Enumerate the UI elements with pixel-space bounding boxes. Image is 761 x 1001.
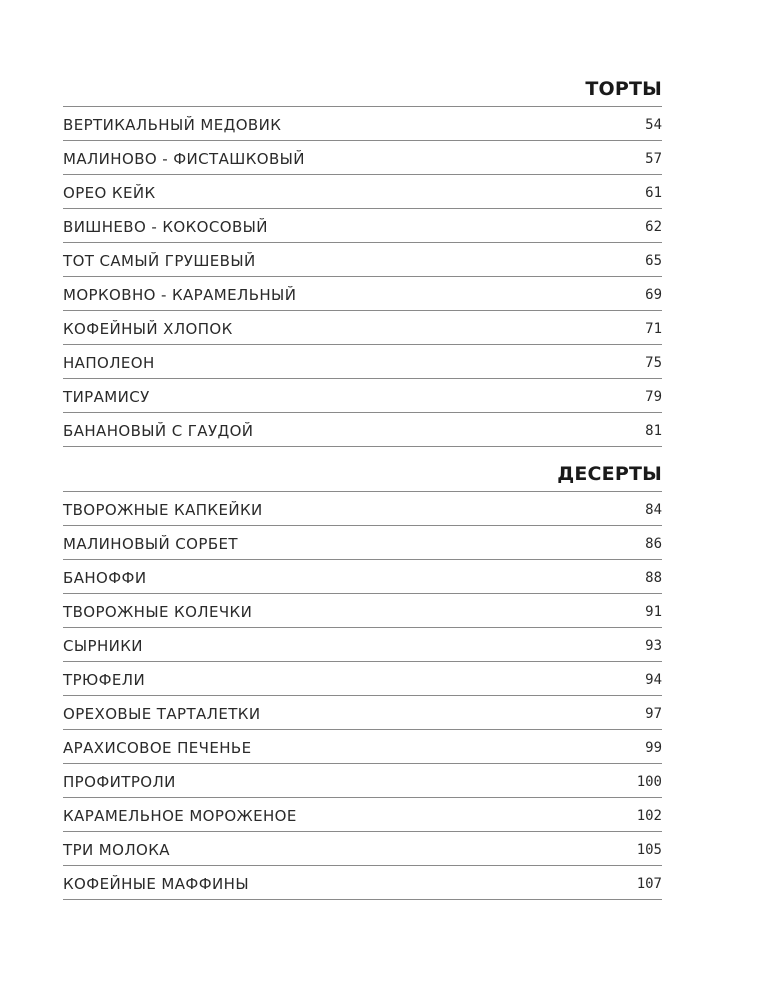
- toc-entry[interactable]: [63, 311, 662, 345]
- toc-entry[interactable]: [63, 492, 662, 526]
- toc-entry[interactable]: [63, 764, 662, 798]
- toc-entry-title: КОФЕЙНЫЕ МАФФИНЫ: [63, 874, 249, 893]
- toc-list: [63, 491, 662, 900]
- toc-entry-page: 79: [645, 388, 662, 405]
- toc-entry-page: 107: [636, 875, 662, 892]
- toc-entry-page: 93: [645, 637, 662, 654]
- toc-entry[interactable]: [63, 277, 662, 311]
- section-title: ДЕСЕРТЫ: [557, 463, 662, 485]
- toc-entry-page: 62: [645, 218, 662, 235]
- toc-entry[interactable]: [63, 107, 662, 141]
- toc-entry-page: 54: [645, 116, 662, 133]
- toc-entry-title: ПРОФИТРОЛИ: [63, 772, 176, 791]
- toc-entry-title: МОРКОВНО - КАРАМЕЛЬНЫЙ: [63, 285, 297, 304]
- toc-entry-title: ТРИ МОЛОКА: [63, 840, 170, 859]
- toc-entry-page: 102: [636, 807, 662, 824]
- toc-entry-page: 94: [645, 671, 662, 688]
- toc-entry[interactable]: [63, 696, 662, 730]
- toc-entry-title: АРАХИСОВОЕ ПЕЧЕНЬЕ: [63, 738, 252, 757]
- toc-entry[interactable]: [63, 209, 662, 243]
- toc-entry[interactable]: [63, 141, 662, 175]
- section-cakes: [63, 72, 662, 447]
- toc-entry-title: ТИРАМИСУ: [63, 387, 150, 406]
- toc-entry[interactable]: [63, 798, 662, 832]
- toc-entry-page: 88: [645, 569, 662, 586]
- toc-entry[interactable]: [63, 175, 662, 209]
- toc-entry-title: МАЛИНОВО - ФИСТАШКОВЫЙ: [63, 149, 305, 168]
- toc-entry[interactable]: [63, 628, 662, 662]
- toc-entry-title: ТОТ САМЫЙ ГРУШЕВЫЙ: [63, 251, 256, 270]
- toc-entry[interactable]: [63, 730, 662, 764]
- toc-entry-title: МАЛИНОВЫЙ СОРБЕТ: [63, 534, 238, 553]
- table-of-contents: [63, 72, 662, 900]
- section-desserts: [63, 457, 662, 900]
- toc-entry[interactable]: [63, 243, 662, 277]
- toc-entry-page: 81: [645, 422, 662, 439]
- toc-entry[interactable]: [63, 526, 662, 560]
- toc-entry[interactable]: [63, 345, 662, 379]
- toc-entry[interactable]: [63, 379, 662, 413]
- toc-entry-title: КОФЕЙНЫЙ ХЛОПОК: [63, 319, 233, 338]
- toc-entry-page: 97: [645, 705, 662, 722]
- section-title: ТОРТЫ: [585, 78, 662, 100]
- toc-entry-page: 105: [636, 841, 662, 858]
- toc-entry-title: ОРЕО КЕЙК: [63, 183, 156, 202]
- toc-entry-page: 84: [645, 501, 662, 518]
- toc-entry-page: 100: [636, 773, 662, 790]
- toc-entry-page: 91: [645, 603, 662, 620]
- toc-entry-title: БАНОФФИ: [63, 568, 147, 587]
- toc-entry-page: 86: [645, 535, 662, 552]
- toc-entry[interactable]: [63, 560, 662, 594]
- toc-entry-page: 57: [645, 150, 662, 167]
- toc-entry[interactable]: [63, 413, 662, 447]
- toc-entry-title: БАНАНОВЫЙ С ГАУДОЙ: [63, 421, 254, 440]
- toc-entry-page: 75: [645, 354, 662, 371]
- toc-entry-title: ТРЮФЕЛИ: [63, 670, 146, 689]
- toc-entry-title: ВИШНЕВО - КОКОСОВЫЙ: [63, 217, 268, 236]
- toc-entry-title: ОРЕХОВЫЕ ТАРТАЛЕТКИ: [63, 704, 261, 723]
- toc-entry-page: 71: [645, 320, 662, 337]
- toc-entry-page: 69: [645, 286, 662, 303]
- toc-entry-title: КАРАМЕЛЬНОЕ МОРОЖЕНОЕ: [63, 806, 297, 825]
- toc-entry-title: ТВОРОЖНЫЕ КАПКЕЙКИ: [63, 500, 263, 519]
- toc-entry-title: ВЕРТИКАЛЬНЫЙ МЕДОВИК: [63, 115, 282, 134]
- toc-entry[interactable]: [63, 832, 662, 866]
- toc-entry-title: ТВОРОЖНЫЕ КОЛЕЧКИ: [63, 602, 253, 621]
- toc-entry-page: 61: [645, 184, 662, 201]
- toc-entry[interactable]: [63, 662, 662, 696]
- toc-entry[interactable]: [63, 866, 662, 900]
- toc-entry[interactable]: [63, 594, 662, 628]
- toc-entry-title: СЫРНИКИ: [63, 636, 143, 655]
- toc-entry-page: 99: [645, 739, 662, 756]
- toc-list: [63, 106, 662, 447]
- toc-entry-title: НАПОЛЕОН: [63, 353, 155, 372]
- toc-entry-page: 65: [645, 252, 662, 269]
